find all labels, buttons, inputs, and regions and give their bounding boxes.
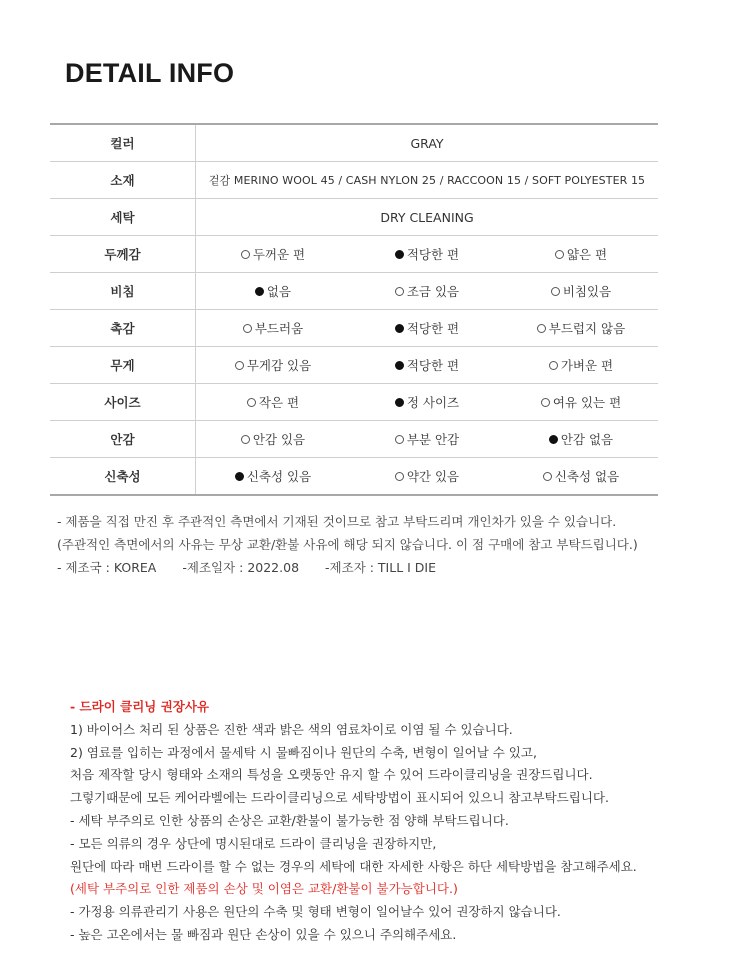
option-label: 비침있음 [562,284,612,299]
option-label: 부드럽지 않음 [548,321,626,336]
option-label: 신축성 있음 [246,469,312,484]
empty-circle-icon [551,287,560,296]
option-label: 신축성 없음 [554,469,620,484]
note-line: - 제품을 직접 만진 후 주관적인 측면에서 기재된 것이므로 참고 부탁드리며 개인차가 있을 수 있습니다. [57,514,617,529]
option-label: 두꺼운 편 [252,247,306,262]
empty-circle-icon [241,250,250,259]
empty-circle-icon [541,398,550,407]
table-row-option [50,384,658,421]
option-choice [504,282,658,300]
empty-circle-icon [395,435,404,444]
option-cell [196,384,659,421]
care-line: 2) 염료를 입히는 과정에서 물세탁 시 물빠짐이나 원단의 수축, 변형이 일어날 수 있고, [70,744,537,760]
option-choice [196,430,350,448]
option-label: 부드러움 [254,321,304,336]
option-label: 얇은 편 [566,247,608,262]
option-choice [504,393,658,411]
option-choice [196,319,350,337]
filled-circle-icon [395,250,404,259]
row-label: 컬러 [50,124,196,162]
table-row-option [50,347,658,384]
empty-circle-icon [555,250,564,259]
option-choice [196,282,350,300]
row-label: 안감 [50,421,196,458]
option-label: 작은 편 [258,395,300,410]
option-choice [196,393,350,411]
option-choice [350,467,504,485]
note-line: (주관적인 측면에서의 사유는 무상 교환/환불 사유에 해당 되지 않습니다. 이 점 구매에 참고 부탁드립니다.) [57,537,638,552]
option-label: 부분 안감 [406,432,460,447]
option-choice [504,430,658,448]
detail-info-table [50,123,658,496]
option-label: 없음 [266,284,292,299]
country-of-origin: - 제조국 : KOREA [57,560,157,575]
option-cell [196,310,659,347]
empty-circle-icon [395,472,404,481]
option-choice [504,467,658,485]
option-label: 여유 있는 편 [552,395,622,410]
option-label: 약간 있음 [406,469,460,484]
option-cell [196,273,659,310]
option-label: 적당한 편 [406,358,460,373]
empty-circle-icon [241,435,250,444]
option-label: 무게감 있음 [246,358,312,373]
empty-circle-icon [537,324,546,333]
option-choice [196,467,350,485]
table-row-option [50,310,658,347]
care-line: 처음 제작할 당시 형태와 소재의 특성을 오랫동안 유지 할 수 있어 드라이클리닝을 권장드립니다. [70,767,593,783]
option-choice [504,245,658,263]
option-choice [350,319,504,337]
filled-circle-icon [235,472,244,481]
material-value: 겉감 MERINO WOOL 45 / CASH NYLON 25 / RACCOON 15 / SOFT POLYESTER 15 [196,162,659,199]
care-line: - 높은 고온에서는 물 빠짐과 원단 손상이 있을 수 있으니 주의해주세요. [70,926,457,942]
empty-circle-icon [549,361,558,370]
option-choice [350,393,504,411]
option-label: 조금 있음 [406,284,460,299]
manufacturer: -제조자 : TILL I DIE [325,560,437,575]
row-label: 무게 [50,347,196,384]
row-label: 신축성 [50,458,196,496]
option-label: 가벼운 편 [560,358,614,373]
empty-circle-icon [543,472,552,481]
row-label: 세탁 [50,199,196,236]
option-cell [196,347,659,384]
row-label: 비침 [50,273,196,310]
care-line: 원단에 따라 매번 드라이를 할 수 없는 경우의 세탁에 대한 자세한 사항은 하단 세탁방법을 참고해주세요. [70,858,637,874]
table-row-option [50,421,658,458]
care-lines-2 [70,901,742,947]
table-row-option [50,236,658,273]
option-choice [196,356,350,374]
wash-value: DRY CLEANING [196,199,659,236]
option-cell [196,458,659,496]
option-label: 적당한 편 [406,247,460,262]
care-line: - 가정용 의류관리기 사용은 원단의 수축 및 형태 변형이 일어날수 있어 권장하지 않습니다. [70,904,561,920]
filled-circle-icon [395,324,404,333]
table-row-material [50,162,658,199]
filled-circle-icon [395,398,404,407]
option-choice [196,245,350,263]
table-row-option [50,273,658,310]
row-label: 두께감 [50,236,196,273]
option-choice [350,282,504,300]
row-label: 사이즈 [50,384,196,421]
care-warning: (세탁 부주의로 인한 제품의 손상 및 이염은 교환/환불이 불가능합니다.) [70,881,458,897]
option-choice [350,430,504,448]
option-choice [504,356,658,374]
empty-circle-icon [247,398,256,407]
option-label: 적당한 편 [406,321,460,336]
page-title: DETAIL INFO [65,58,235,88]
option-label: 안감 없음 [560,432,614,447]
option-cell [196,421,659,458]
option-choice [350,356,504,374]
care-line: 1) 바이어스 처리 된 상품은 진한 색과 밝은 색의 염료차이로 이염 될 수 있습니다. [70,721,513,737]
table-row-wash [50,199,658,236]
filled-circle-icon [395,361,404,370]
empty-circle-icon [243,324,252,333]
care-heading: - 드라이 클리닝 권장사유 [70,699,209,714]
row-label: 촉감 [50,310,196,347]
filled-circle-icon [255,287,264,296]
table-row-color [50,124,658,162]
dry-cleaning-section [70,696,742,947]
care-line: - 모든 의류의 경우 상단에 명시된대로 드라이 클리닝을 권장하지만, [70,835,437,851]
option-label: 정 사이즈 [406,395,460,410]
manufacture-date: -제조일자 : 2022.08 [182,560,300,575]
disclaimer-notes [57,510,737,579]
empty-circle-icon [395,287,404,296]
manufacture-info [57,556,737,579]
care-line: - 세탁 부주의로 인한 상품의 손상은 교환/환불이 불가능한 점 양해 부탁드립니다. [70,812,509,828]
row-label: 소재 [50,162,196,199]
table-row-option [50,458,658,496]
option-label: 안감 있음 [252,432,306,447]
color-value: GRAY [196,124,659,162]
option-cell [196,236,659,273]
empty-circle-icon [235,361,244,370]
option-choice [504,319,658,337]
care-line: 그렇기때문에 모든 케어라벨에는 드라이클리닝으로 세탁방법이 표시되어 있으니 참고부탁드립니다. [70,790,609,806]
option-choice [350,245,504,263]
care-lines [70,719,742,879]
filled-circle-icon [549,435,558,444]
